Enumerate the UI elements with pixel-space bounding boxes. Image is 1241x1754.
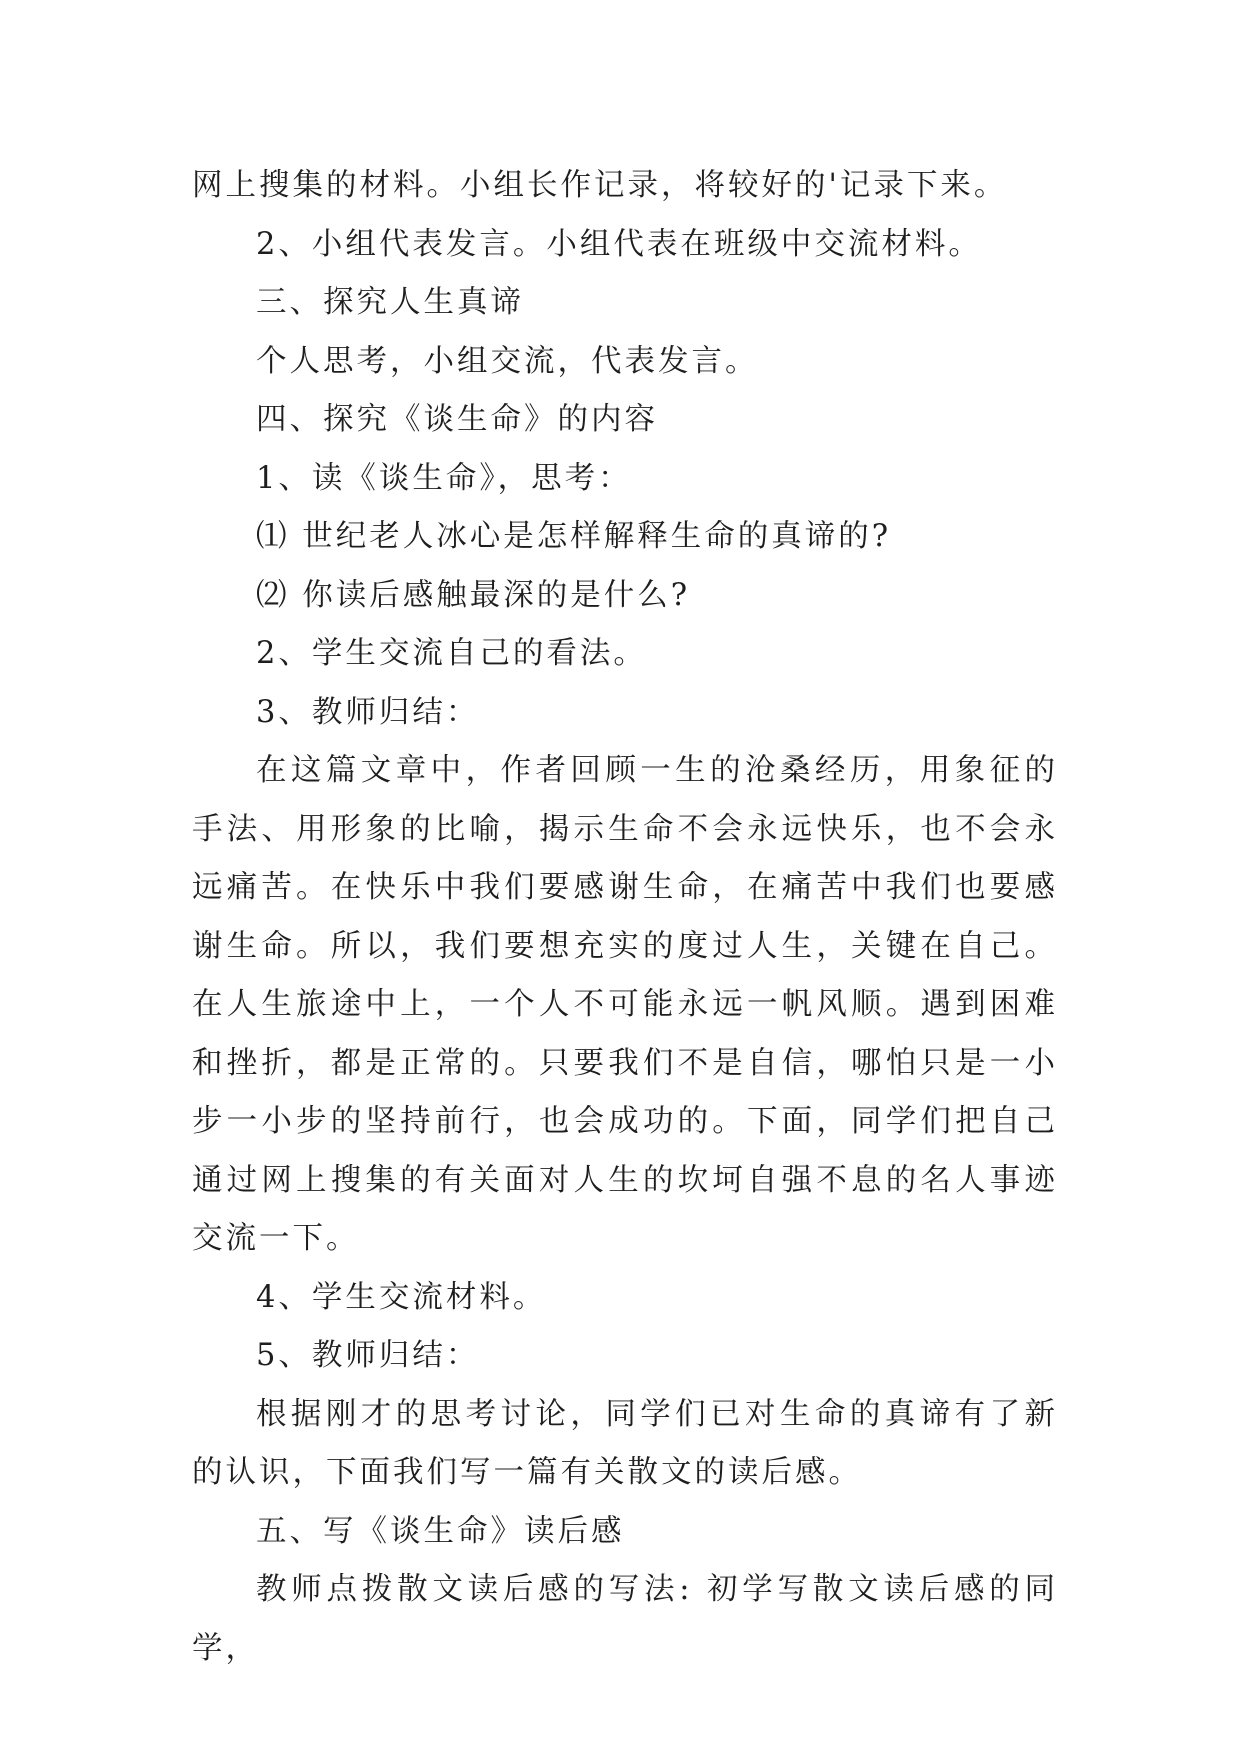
paragraph-discussion-result: 根据刚才的思考讨论，同学们已对生命的真谛有了新的认识，下面我们写一篇有关散文的读后感。: [192, 1396, 1058, 1490]
paragraph-writing-guidance: 教师点拨散文读后感的写法: 初学写散文读后感的同学，: [192, 1572, 1058, 1666]
paragraph-step-2-exchange: 2、学生交流自己的看法。: [256, 636, 647, 671]
paragraph-step-1-read: 1、读《谈生命》，思考：: [256, 460, 632, 496]
section-heading-4: 四、探究《谈生命》的内容: [256, 402, 658, 437]
paragraph-step-3-summary: 3、教师归结：: [256, 694, 480, 730]
document-body: [192, 157, 1058, 1678]
question-1: ⑴ 世纪老人冰心是怎样解释生命的真谛的?: [256, 519, 892, 554]
question-2: ⑵ 你读后感触最深的是什么?: [256, 577, 691, 613]
section-heading-5: 五、写《谈生命》读后感: [256, 1513, 625, 1549]
paragraph-step-4-exchange: 4、学生交流材料。: [256, 1279, 547, 1315]
paragraph-step-5-summary: 5、教师归结：: [256, 1338, 480, 1373]
paragraph-teacher-summary-body: 在这篇文章中，作者回顾一生的沧桑经历，用象征的手法、用形象的比喻，揭示生命不会永远快乐，也不会永远痛苦。在快乐中我们要感谢生命，在痛苦中我们也要感谢生命。所以，我们要想充实的度过人生，关键在自己。在人生旅途中上，一个人不可能永远一帆风顺。遇到困难和挫折，都是正常的。只要我们不是自信，哪怕只是一小步一小步的坚持前行，也会成功的。下面，同学们把自己通过网上搜集的有关面对人生的坎坷自强不息的名人事迹交流一下。: [192, 753, 1058, 1256]
paragraph-individual-thinking: 个人思考，小组交流，代表发言。: [256, 343, 759, 379]
paragraph-step-2-group-speech: 2、小组代表发言。小组代表在班级中交流材料。: [256, 226, 982, 262]
section-heading-3: 三、探究人生真谛: [256, 285, 524, 320]
paragraph-continuation: 网上搜集的材料。小组长作记录，将较好的'记录下来。: [192, 168, 1008, 203]
